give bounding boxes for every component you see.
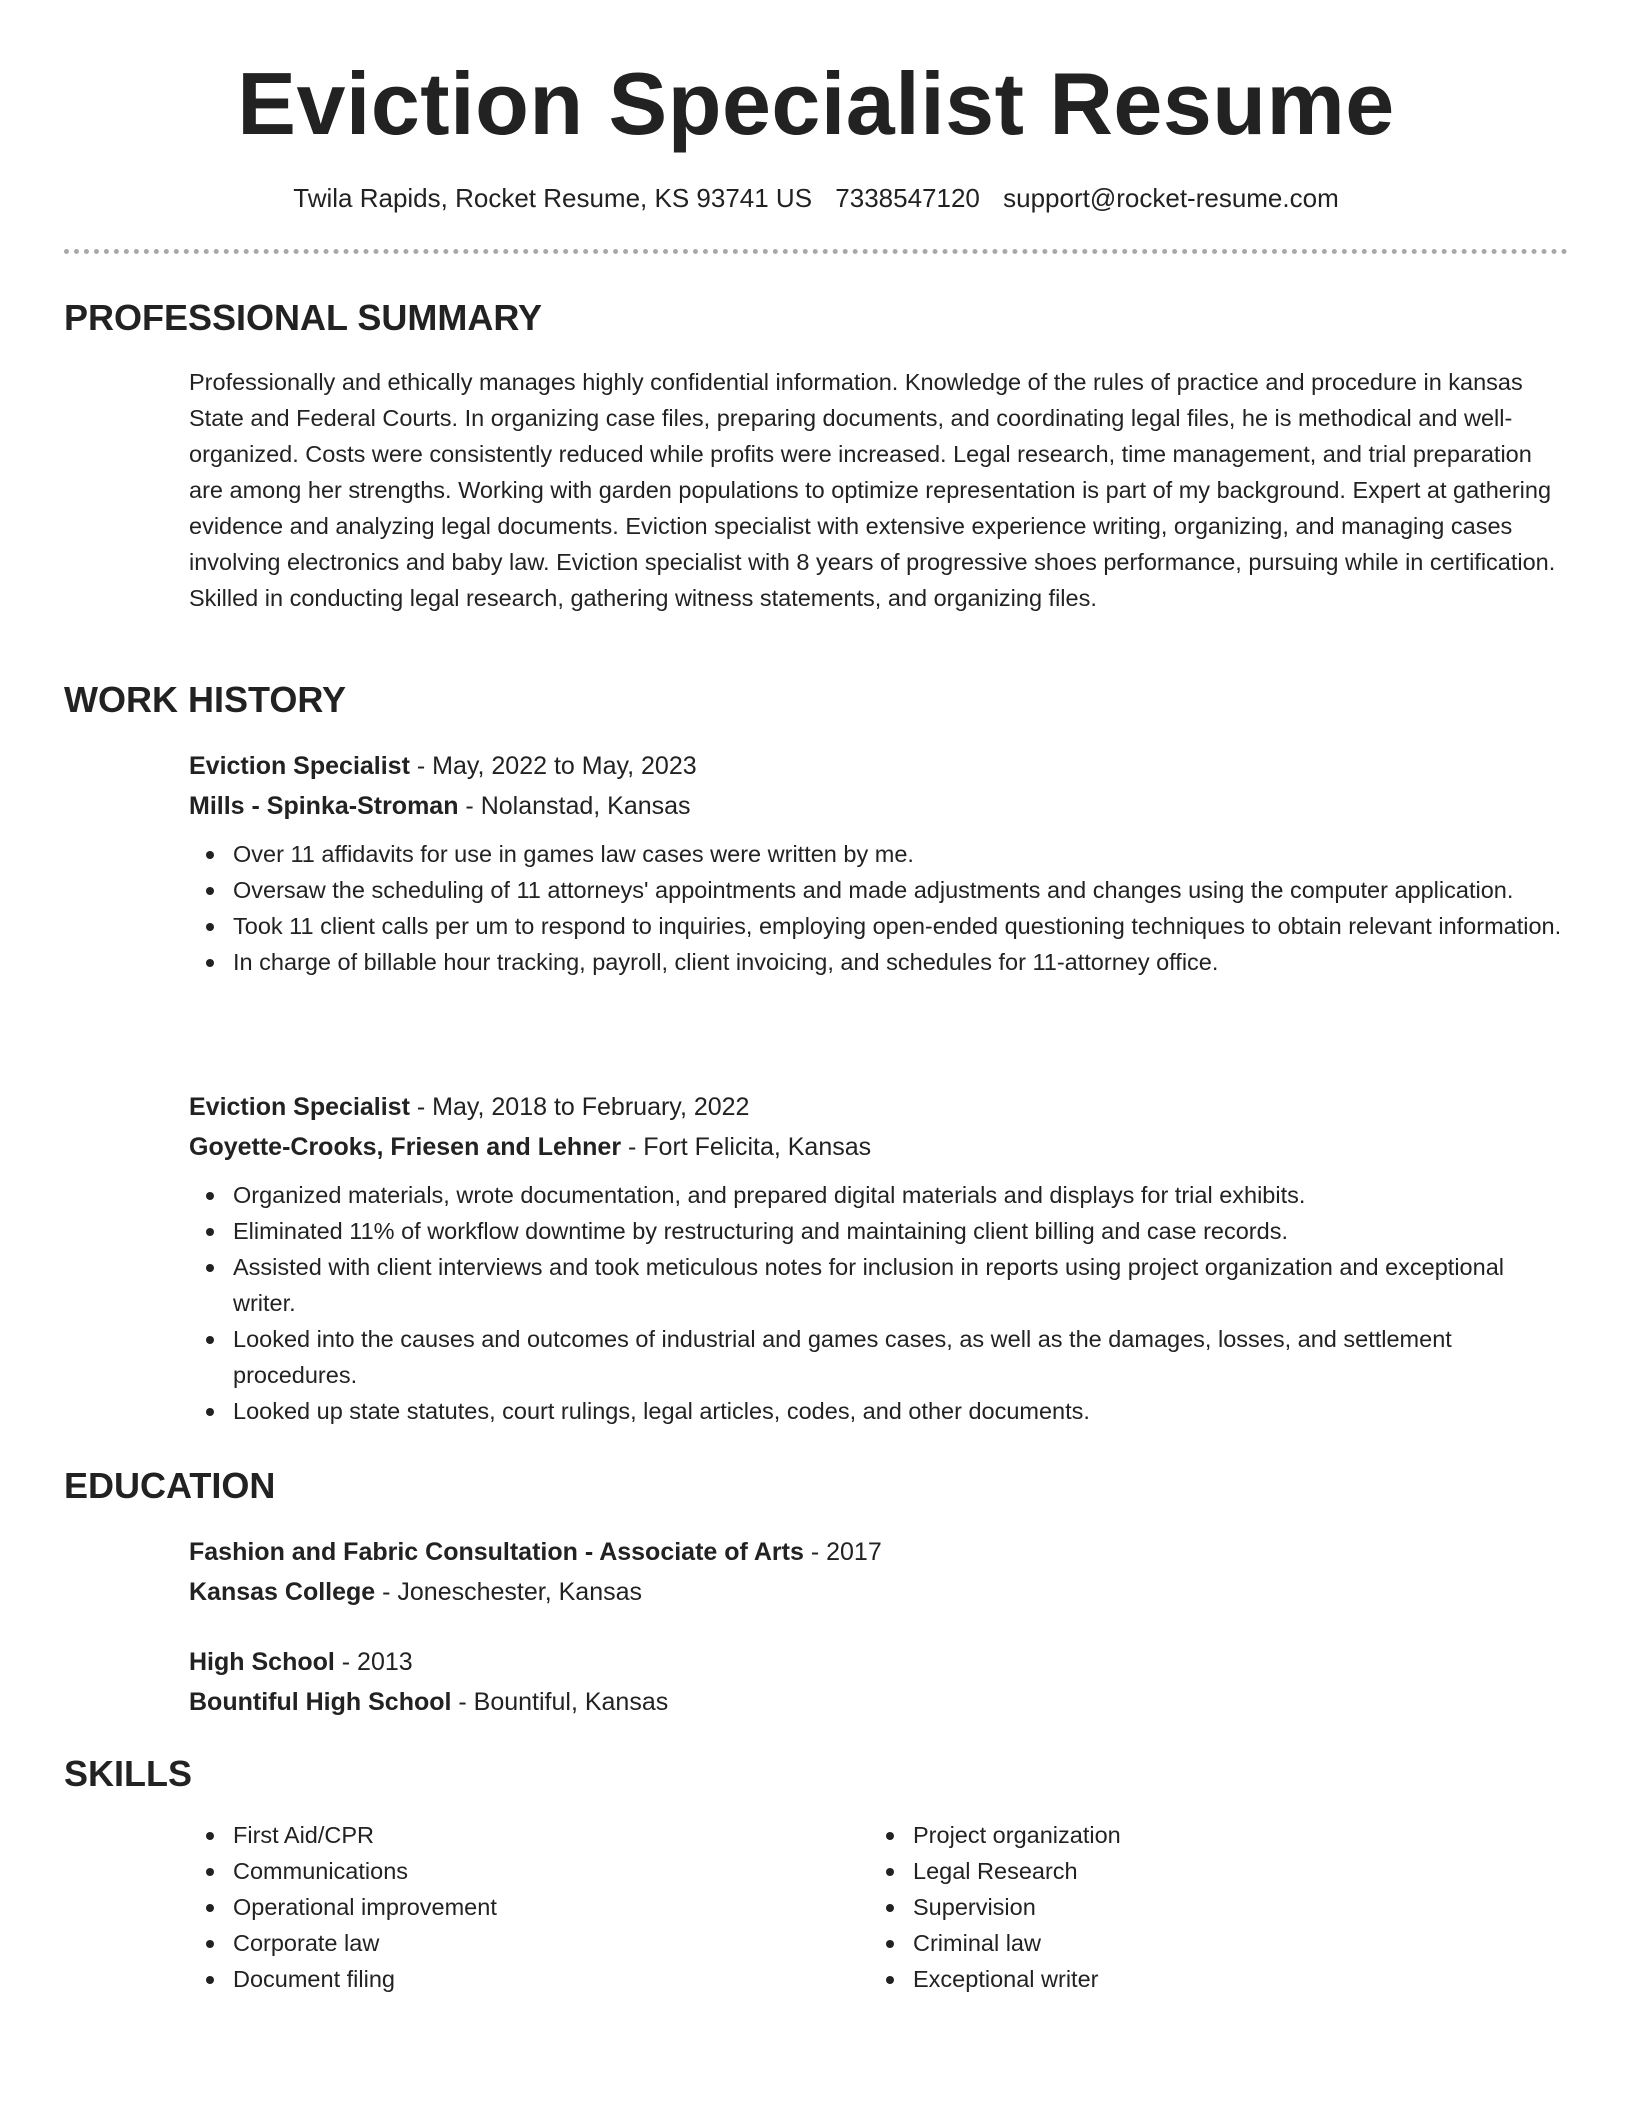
skill-item: Operational improvement xyxy=(189,1889,789,1925)
education-school: Bountiful High School xyxy=(189,1688,452,1716)
job-company: Goyette-Crooks, Friesen and Lehner xyxy=(189,1133,622,1161)
education-location: - Bountiful, Kansas xyxy=(451,1688,669,1716)
job-bullet: Over 11 affidavits for use in games law cases were written by me. xyxy=(189,836,1569,872)
education-entry xyxy=(189,1642,1569,1722)
skill-item: Supervision xyxy=(869,1889,1469,1925)
job-bullet: In charge of billable hour tracking, payroll, client invoicing, and schedules for 11-attorney office. xyxy=(189,944,1569,980)
education-entry xyxy=(189,1532,1569,1612)
skills-column-left xyxy=(189,1817,789,1997)
skill-item: First Aid/CPR xyxy=(189,1817,789,1853)
education-degree-line xyxy=(189,1532,1569,1572)
education-degree-line xyxy=(189,1642,1569,1682)
section-title-skills: SKILLS xyxy=(64,1753,193,1794)
job-dates: - May, 2022 to May, 2023 xyxy=(409,752,697,780)
job-role: Eviction Specialist xyxy=(189,752,410,780)
skills-column-right xyxy=(869,1817,1469,1997)
job-entry xyxy=(189,746,1569,980)
section-title-education: EDUCATION xyxy=(64,1465,276,1506)
job-dates: - May, 2018 to February, 2022 xyxy=(409,1093,750,1121)
job-company-line xyxy=(189,1127,1569,1167)
job-title-line xyxy=(189,1087,1569,1127)
contact-email: support@rocket-resume.com xyxy=(1003,183,1339,213)
job-bullet: Looked into the causes and outcomes of industrial and games cases, as well as the damages, losses, and settlement procedures. xyxy=(189,1321,1569,1393)
contact-line xyxy=(0,180,1632,216)
job-bullets xyxy=(189,1177,1569,1429)
job-bullet: Eliminated 11% of workflow downtime by restructuring and maintaining client billing and case records. xyxy=(189,1213,1569,1249)
job-bullet: Took 11 client calls per um to respond to inquiries, employing open-ended questioning techniques to obtain relevant information. xyxy=(189,908,1569,944)
education-location: - Joneschester, Kansas xyxy=(375,1578,642,1606)
job-bullet: Oversaw the scheduling of 11 attorneys' appointments and made adjustments and changes using the computer application. xyxy=(189,872,1569,908)
skill-item: Legal Research xyxy=(869,1853,1469,1889)
education-year: - 2013 xyxy=(334,1648,413,1676)
job-role: Eviction Specialist xyxy=(189,1093,410,1121)
education-degree: High School xyxy=(189,1648,335,1676)
job-bullet: Assisted with client interviews and took meticulous notes for inclusion in reports using project organization and exceptional writer. xyxy=(189,1249,1569,1321)
education-school-line xyxy=(189,1682,1569,1722)
contact-phone: 7338547120 xyxy=(835,183,980,213)
job-title-line xyxy=(189,746,1569,786)
job-location: - Fort Felicita, Kansas xyxy=(621,1133,872,1161)
skill-item: Criminal law xyxy=(869,1925,1469,1961)
education-school: Kansas College xyxy=(189,1578,376,1606)
summary-block xyxy=(189,364,1569,616)
resume-title: Eviction Specialist Resume xyxy=(237,54,1395,153)
job-location: - Nolanstad, Kansas xyxy=(458,792,691,820)
header-divider xyxy=(64,249,1568,254)
contact-address: Twila Rapids, Rocket Resume, KS 93741 US xyxy=(293,183,813,213)
skill-item: Communications xyxy=(189,1853,789,1889)
education-year: - 2017 xyxy=(803,1538,882,1566)
skills-list xyxy=(189,1817,789,1997)
summary-text: Professionally and ethically manages highly confidential information. Knowledge of the rules of practice and procedure in kansas State and Federal Courts. In organizing case files, preparing documents, and coordinating legal files, he is methodical and well-organized. Costs were consistently reduced while profits were increased. Legal research, time management, and trial preparation are among her strengths. Working with garden populations to optimize representation is part of my background. Expert at gathering evidence and analyzing legal documents. Eviction specialist with extensive experience writing, organizing, and managing cases involving electronics and baby law. Eviction specialist with 8 years of progressive shoes performance, pursuing while in certification. Skilled in conducting legal research, gathering witness statements, and organizing files. xyxy=(189,369,1556,611)
skill-item: Project organization xyxy=(869,1817,1469,1853)
education-school-line xyxy=(189,1572,1569,1612)
job-company: Mills - Spinka-Stroman xyxy=(189,792,459,820)
education-degree: Fashion and Fabric Consultation - Associate of Arts xyxy=(189,1538,804,1566)
job-bullet: Organized materials, wrote documentation, and prepared digital materials and displays for trial exhibits. xyxy=(189,1177,1569,1213)
section-title-work-history: WORK HISTORY xyxy=(64,679,347,720)
job-bullet: Looked up state statutes, court rulings, legal articles, codes, and other documents. xyxy=(189,1393,1569,1429)
section-title-summary: PROFESSIONAL SUMMARY xyxy=(64,297,543,338)
skill-item: Exceptional writer xyxy=(869,1961,1469,1997)
skill-item: Corporate law xyxy=(189,1925,789,1961)
job-entry xyxy=(189,1087,1569,1429)
job-bullets xyxy=(189,836,1569,980)
skills-list xyxy=(869,1817,1469,1997)
skill-item: Document filing xyxy=(189,1961,789,1997)
job-company-line xyxy=(189,786,1569,826)
